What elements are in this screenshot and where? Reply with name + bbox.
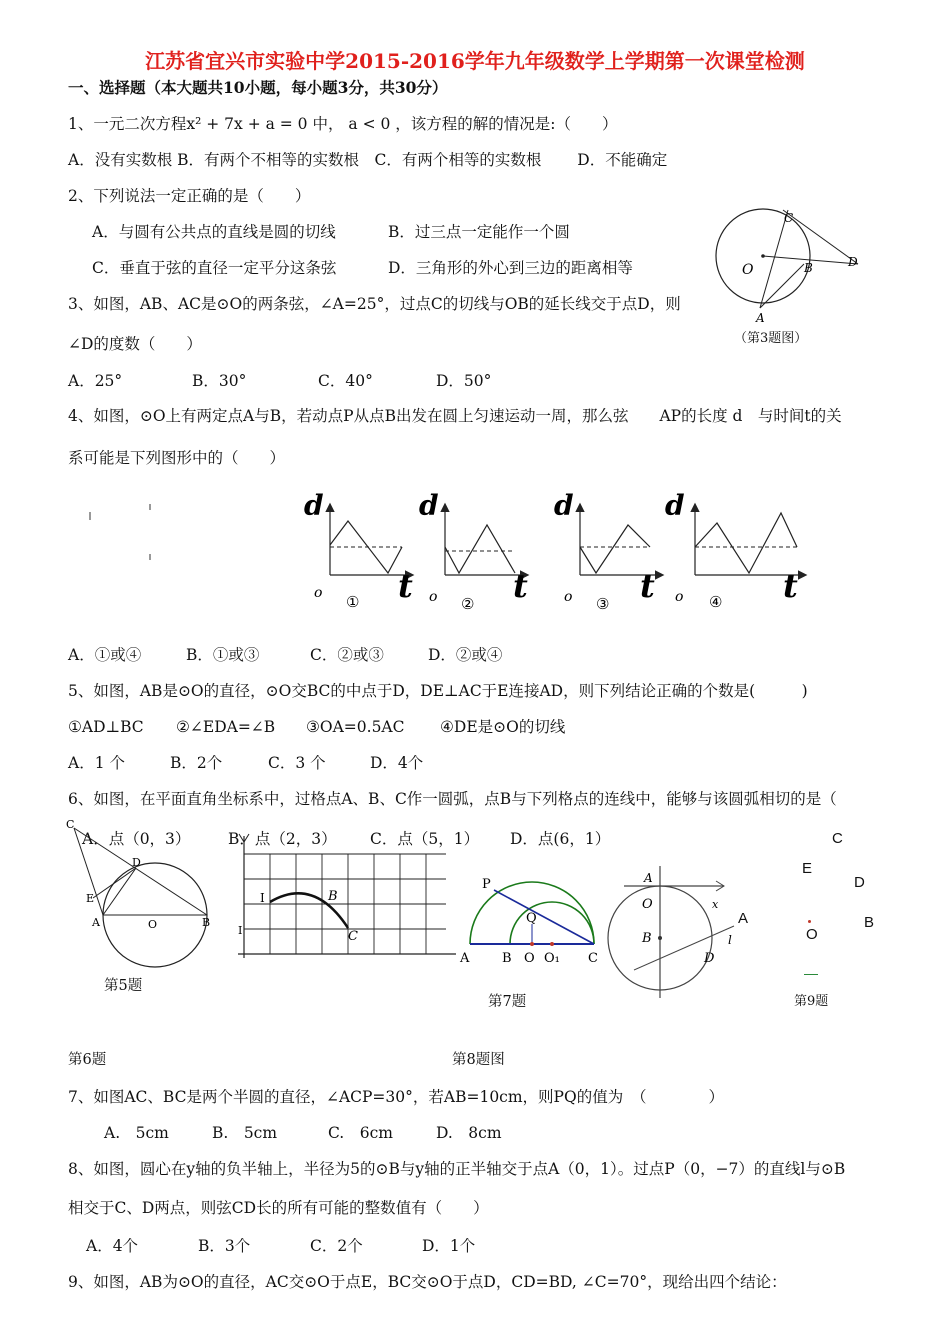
label-e: E xyxy=(86,892,95,905)
q8-option-c: C．2个 xyxy=(310,1237,363,1255)
label-d: D xyxy=(704,951,715,966)
q6-option-c: C．点（5，1） xyxy=(370,830,480,848)
q9-stem: 9、如图，AB为⊙O的直径，AC交⊙O于点E，BC交⊙O于点D，CD=BD, ∠C=70°，现给出四个结论： xyxy=(68,1273,787,1291)
q5-statement-1: ①AD⊥BC xyxy=(68,718,144,736)
x-label: t xyxy=(513,567,528,605)
x-label: t xyxy=(783,567,798,605)
fig7 xyxy=(456,868,606,968)
label-l: l xyxy=(728,933,732,947)
q4-option-c: C．②或③ xyxy=(310,646,384,664)
label-b: B xyxy=(502,951,512,966)
label-c: C xyxy=(588,951,598,966)
q5-option-a: A．1 个 xyxy=(68,754,125,772)
fig8 xyxy=(604,862,754,1002)
q5-option-c: C．3 个 xyxy=(268,754,326,772)
label-o: O xyxy=(642,897,653,912)
q5-statement-2: ②∠EDA=∠B xyxy=(176,718,276,736)
label-b: B xyxy=(804,261,813,275)
q4-option-b: B．①或③ xyxy=(186,646,260,664)
graph-3 xyxy=(554,489,662,613)
q4-option-a: A．①或④ xyxy=(68,646,142,664)
label-b: B xyxy=(642,931,652,946)
q3-option-b: B．30° xyxy=(192,372,247,390)
label-p: P xyxy=(482,877,491,892)
label-b: B xyxy=(328,889,338,904)
fig7-caption: 第7题 xyxy=(488,994,527,1010)
stray-mark xyxy=(804,974,818,975)
label-d: D xyxy=(848,255,858,269)
q3-stem-cont: ∠D的度数（ ） xyxy=(68,335,202,353)
q7-option-d: D. 8cm xyxy=(436,1124,502,1142)
graph-number: ③ xyxy=(596,595,610,613)
q2-stem: 2、下列说法一定正确的是（ ） xyxy=(68,187,311,205)
fig5 xyxy=(60,818,220,983)
q6-option-a: A．点（0，3） xyxy=(82,830,191,848)
label-o: O xyxy=(806,926,818,943)
q5-statement-3: ③OA=0.5AC xyxy=(306,718,405,736)
q3-figure xyxy=(708,204,868,334)
q2-option-b: B．过三点一定能作一个圆 xyxy=(388,223,570,241)
label-a: A xyxy=(644,871,653,885)
label-x: x xyxy=(712,898,719,911)
q8-option-b: B．3个 xyxy=(198,1237,251,1255)
center-dot xyxy=(808,920,811,923)
q2-option-c: C．垂直于弦的直径一定平分这条弦 xyxy=(92,259,337,277)
q3-option-a: A．25° xyxy=(68,372,123,390)
graph-2 xyxy=(419,489,528,613)
section-heading: 一、选择题（本大题共10小题，每小题3分，共30分） xyxy=(68,78,448,97)
y-label: d xyxy=(304,489,324,522)
q5-option-d: D．4个 xyxy=(370,754,424,772)
label-o: O xyxy=(148,918,158,931)
q5-stem: 5、如图，AB是⊙O的直径，⊙O交BC的中点于D，DE⊥AC于E连接AD，则下列结论正确的个数是( ) xyxy=(68,682,808,700)
label-e: E xyxy=(802,860,813,877)
label-o: O xyxy=(524,951,535,966)
fig8-caption: 第8题图 xyxy=(452,1052,505,1068)
fig9-caption: 第9题 xyxy=(794,994,829,1009)
label-c: C xyxy=(66,818,75,831)
q6-option-d: D．点(6，1） xyxy=(510,830,611,848)
label-a: A xyxy=(92,916,100,929)
q8-option-a: A．4个 xyxy=(86,1237,139,1255)
q7-stem: 7、如图AC、BC是两个半圆的直径，∠ACP=30°，若AB=10cm，则PQ的值为 （ ） xyxy=(68,1088,724,1106)
label-b: B xyxy=(202,916,211,929)
axis-tick: I xyxy=(238,924,243,937)
label-c: C xyxy=(348,929,358,944)
label-b: B xyxy=(864,914,875,931)
fig5-caption: 第5题 xyxy=(104,978,143,994)
x-label: t xyxy=(640,567,655,605)
page-title: 江苏省宜兴市实验中学2015-2016学年九年级数学上学期第一次课堂检测 xyxy=(145,49,805,73)
q4-graphs xyxy=(300,485,830,615)
origin-label: o xyxy=(314,585,323,601)
q7-option-c: C. 6cm xyxy=(328,1124,393,1142)
label-d: D xyxy=(132,856,141,869)
stray-tick: I xyxy=(260,891,265,905)
label-d: D xyxy=(854,874,865,891)
label-q: Q xyxy=(526,911,537,926)
graph-1 xyxy=(304,489,413,611)
fig6-caption: 第6题 xyxy=(68,1052,107,1068)
stray-marks xyxy=(80,498,180,568)
label-a: A xyxy=(738,910,749,927)
label-c: C xyxy=(832,830,843,847)
label-o1: O₁ xyxy=(544,951,560,966)
q3-option-c: C．40° xyxy=(318,372,373,390)
q1-stem: 1、一元二次方程x² + 7x + a = 0 中， a < 0 ，该方程的解的情况是:（ ） xyxy=(68,115,618,133)
label-a: A xyxy=(460,951,470,966)
graph-4 xyxy=(665,489,805,611)
graph-number: ④ xyxy=(709,593,723,611)
q2-option-a: A．与圆有公共点的直线是圆的切线 xyxy=(92,223,336,241)
origin-label: o xyxy=(675,589,684,605)
q6-option-b: B．点（2，3） xyxy=(228,830,337,848)
label-c: C xyxy=(784,211,794,225)
q8-stem: 8、如图，圆心在y轴的负半轴上，半径为5的⊙B与y轴的正半轴交于点A（0，1）。过点P（0，−7）的直线l与⊙B xyxy=(68,1160,846,1178)
fig6 xyxy=(224,830,460,965)
x-label: t xyxy=(398,567,413,605)
graph-number: ② xyxy=(461,595,475,613)
graph-number: ① xyxy=(346,593,360,611)
q7-option-a: A. 5cm xyxy=(104,1124,169,1142)
label-o: O xyxy=(742,262,754,278)
q2-option-d: D．三角形的外心到三边的距离相等 xyxy=(388,259,633,277)
q5-statement-4: ④DE是⊙O的切线 xyxy=(440,718,566,736)
q3-caption: （第3题图） xyxy=(734,331,808,346)
q8-stem-cont: 相交于C、D两点，则弦CD长的所有可能的整数值有（ ） xyxy=(68,1199,489,1217)
q4-stem-cont: 系可能是下列图形中的（ ） xyxy=(68,449,286,467)
q7-option-b: B. 5cm xyxy=(212,1124,278,1142)
q6-stem: 6、如图，在平面直角坐标系中，过格点A、B、C作一圆弧，点B与下列格点的连线中，能够与该圆弧相切的是（ xyxy=(68,790,837,808)
label-a: A xyxy=(756,311,765,325)
q1-options: A．没有实数根 B．有两个不相等的实数根 C．有两个相等的实数根 D．不能确定 xyxy=(68,151,668,169)
q8-option-d: D．1个 xyxy=(422,1237,476,1255)
q3-stem: 3、如图，AB、AC是⊙O的两条弦，∠A=25°，过点C的切线与OB的延长线交于点D，则 xyxy=(68,295,681,313)
q4-option-d: D．②或④ xyxy=(428,646,503,664)
y-label: d xyxy=(419,489,439,522)
q3-option-d: D．50° xyxy=(436,372,492,390)
q4-stem: 4、如图，⊙O上有两定点A与B，若动点P从点B出发在圆上匀速运动一周，那么弦 AP的长度 d 与时间t的关 xyxy=(68,407,842,425)
y-label: d xyxy=(665,489,685,522)
origin-label: o xyxy=(564,589,573,605)
q5-option-b: B．2个 xyxy=(170,754,223,772)
y-label: d xyxy=(554,489,574,522)
origin-label: o xyxy=(429,589,438,605)
fig9 xyxy=(734,830,894,990)
